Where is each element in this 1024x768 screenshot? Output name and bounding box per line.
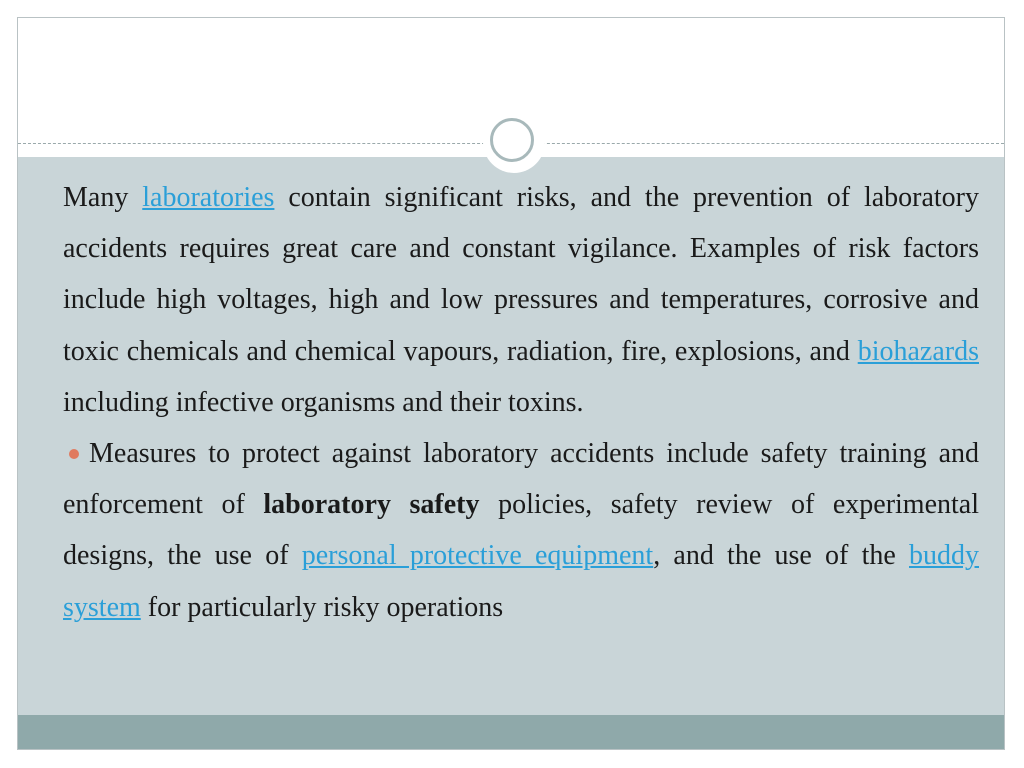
paragraph-1-text-a: Many <box>63 182 143 213</box>
paragraph-1 <box>63 172 979 428</box>
paragraph-2-text-c: , and the use of the <box>653 540 909 572</box>
paragraph-2-text-b: policies, safety review of experimental designs, the use of <box>63 489 979 572</box>
link-biohazards[interactable]: biohazards <box>857 335 979 367</box>
paragraph-1-text-c: including infective organisms and their toxins. <box>63 386 584 418</box>
footer-band <box>18 715 1004 750</box>
paragraph-2-text-d: for particularly risky operations <box>140 591 504 623</box>
slide-body <box>63 172 979 633</box>
paragraph-1-text-b: contain significant risks, and the prevention of laboratory accidents requires great care and constant vigilance. Examples of risk factors include high voltages, high and low pressures and temperatures, corrosive and toxic chemicals and chemical vapours, radiation, fire, explosions, and <box>63 182 980 367</box>
paragraph-2 <box>63 428 979 633</box>
slide <box>17 17 1005 750</box>
bold-laboratory-safety: laboratory safety <box>263 489 480 521</box>
link-laboratories[interactable]: laboratories <box>142 182 275 213</box>
paragraph-2-text-a: Measures to protect against laboratory accidents include safety training and enforcement of <box>63 438 979 521</box>
link-buddy-system[interactable]: buddy system <box>63 540 979 623</box>
ring-ornament-icon <box>490 118 534 162</box>
bullet-dot-icon <box>69 449 79 459</box>
link-personal-protective-equipment[interactable]: personal protective equipment <box>301 540 654 572</box>
